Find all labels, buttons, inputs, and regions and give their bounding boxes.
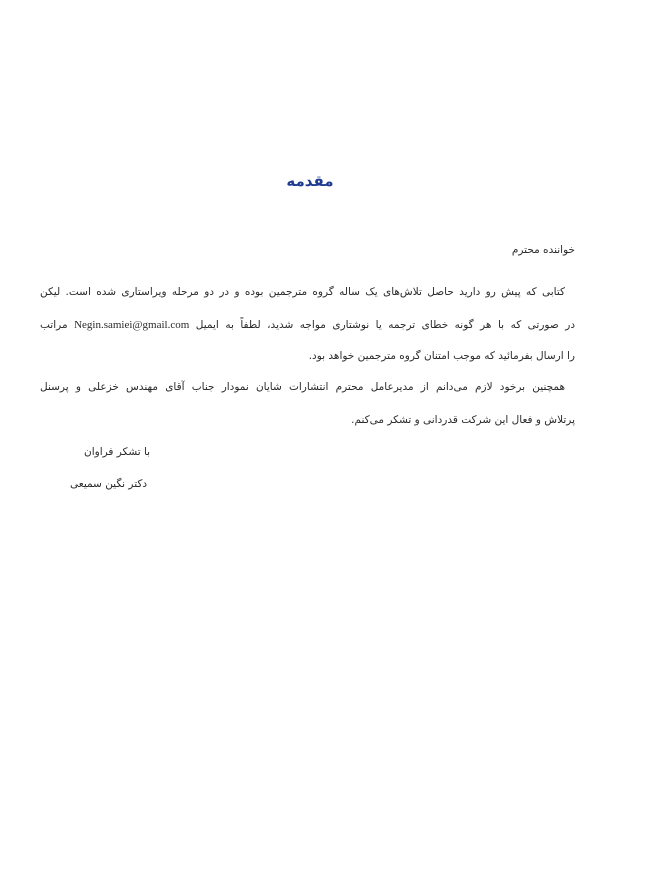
paragraph2-line1: همچنین برخود لازم می‌دانم از مدیرعامل محترم انتشارات شایان نمودار جناب آقای مهندس خزعلی و پرسنل <box>40 381 565 393</box>
closing-text: با تشکر فراوان <box>84 446 151 458</box>
paragraph1-line1: کتابی که پیش رو دارید حاصل تلاش‌های یک ساله گروه مترجمین بوده و در دو مرحله ویراستاری شده است. لیکن <box>40 286 565 298</box>
paragraph2-line2: پرتلاش و فعال این شرکت قدردانی و تشکر می‌کنم. <box>351 414 575 426</box>
paragraph1-line2 <box>40 318 575 332</box>
salutation: خواننده محترم <box>511 244 575 256</box>
page-title: مقدمه <box>286 172 334 190</box>
email-address: Negin.samiei@gmail.com <box>74 319 190 331</box>
paragraph1-line3: را ارسال بفرمائید که موجب امتنان گروه مترجمین خواهد بود. <box>308 350 575 362</box>
signature-name: دکتر نگین سمیعی <box>70 478 148 490</box>
paragraph1-line2-end: مراتب <box>40 319 68 331</box>
paragraph1-line2-text: در صورتی که با هر گونه خطای ترجمه یا نوشتاری مواجه شدید، لطفاً به ایمیل <box>195 319 576 331</box>
